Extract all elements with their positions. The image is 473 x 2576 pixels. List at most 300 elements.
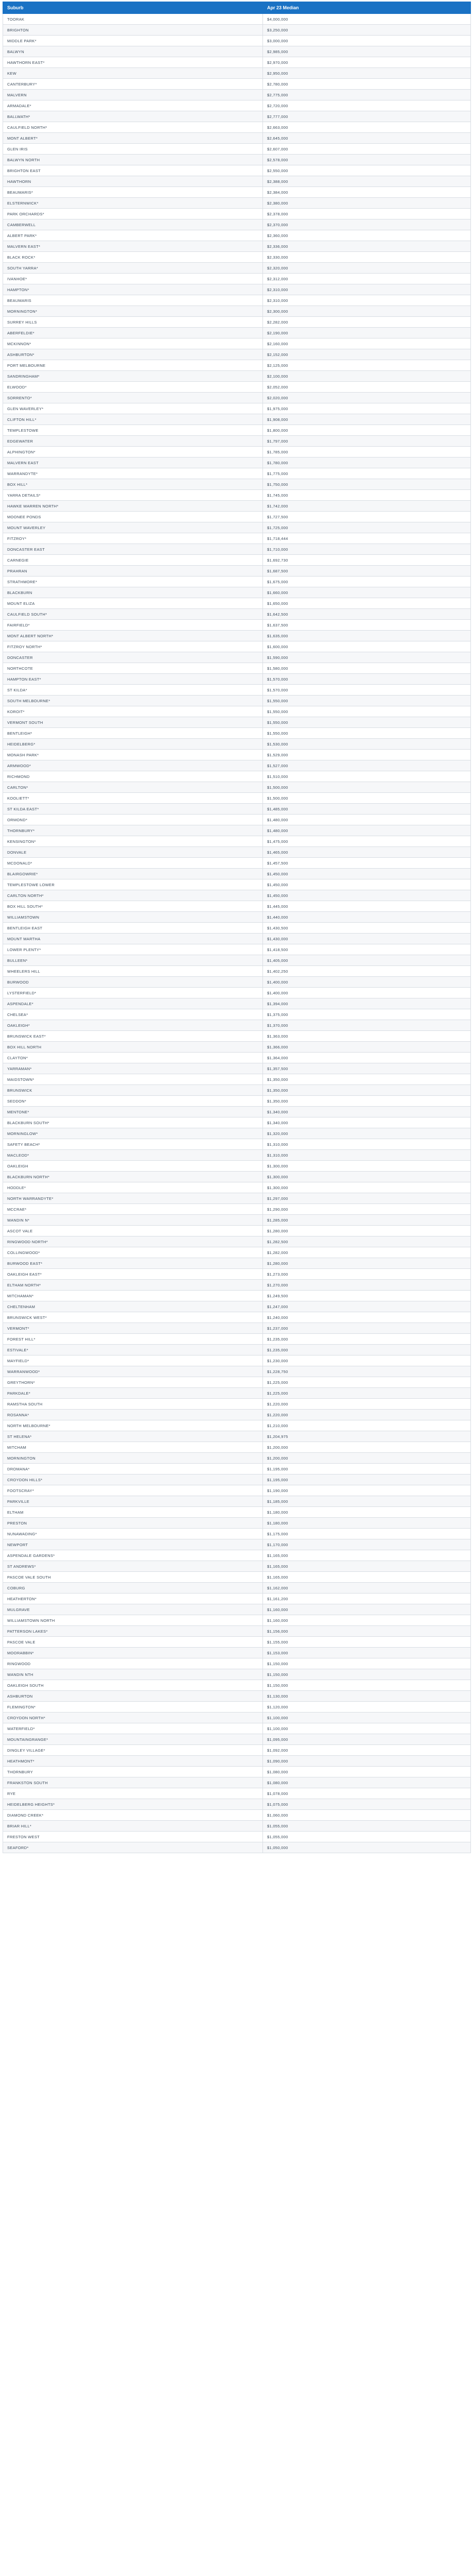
suburb-cell: IVANHOE*: [3, 274, 263, 284]
median-price-cell: $1,350,000: [263, 1074, 471, 1085]
table-row: [3, 1756, 471, 1767]
suburb-cell: BURWOOD EAST*: [3, 1258, 263, 1269]
suburb-cell: ARMWOOD*: [3, 760, 263, 771]
suburb-cell: SANDRINGHAM*: [3, 371, 263, 382]
suburb-cell: MCKINNON*: [3, 338, 263, 349]
table-row: [3, 1366, 471, 1377]
median-price-cell: $2,310,000: [263, 284, 471, 295]
suburb-cell: ARMADALE*: [3, 100, 263, 111]
table-row: [3, 934, 471, 944]
table-row: [3, 144, 471, 155]
median-price-cell: $1,570,000: [263, 674, 471, 685]
suburb-cell: ST ANDREWS*: [3, 1561, 263, 1572]
suburb-cell: BRUNSWICK WEST*: [3, 1312, 263, 1323]
median-price-cell: $1,092,000: [263, 1745, 471, 1756]
median-price-cell: $1,550,000: [263, 706, 471, 717]
median-price-cell: $2,360,000: [263, 230, 471, 241]
table-row: [3, 1128, 471, 1139]
suburb-cell: THORNBURY*: [3, 825, 263, 836]
suburb-cell: SAFETY BEACH*: [3, 1139, 263, 1150]
table-row: [3, 804, 471, 815]
suburb-cell: CAULFIELD SOUTH*: [3, 609, 263, 620]
table-row: [3, 165, 471, 176]
suburb-cell: CLAYTON*: [3, 1053, 263, 1063]
median-price-cell: $1,364,000: [263, 1053, 471, 1063]
table-row: [3, 609, 471, 620]
median-price-cell: $1,745,000: [263, 490, 471, 501]
table-row: [3, 349, 471, 360]
table-row: [3, 1312, 471, 1323]
suburb-cell: MONT ALBERT*: [3, 133, 263, 144]
median-price-cell: $2,777,000: [263, 111, 471, 122]
table-row: [3, 1399, 471, 1410]
suburb-cell: LOWER PLENTY*: [3, 944, 263, 955]
median-price-cell: $1,290,000: [263, 1204, 471, 1215]
table-row: [3, 1842, 471, 1853]
median-price-cell: $1,280,000: [263, 1258, 471, 1269]
suburb-cell: KOROIT*: [3, 706, 263, 717]
table-row: [3, 1063, 471, 1074]
table-row: [3, 760, 471, 771]
suburb-cell: MIDDLE PARK*: [3, 36, 263, 46]
table-row: [3, 1680, 471, 1691]
median-price-cell: $2,320,000: [263, 263, 471, 274]
suburb-cell: MCDONALD*: [3, 858, 263, 869]
suburb-cell: PASCOE VALE SOUTH: [3, 1572, 263, 1583]
table-row: [3, 1323, 471, 1334]
suburb-cell: GLEN WAVERLEY*: [3, 403, 263, 414]
table-row: [3, 1096, 471, 1107]
table-row: [3, 1788, 471, 1799]
table-row: [3, 155, 471, 165]
median-price-cell: $2,100,000: [263, 371, 471, 382]
table-row: [3, 100, 471, 111]
table-row: [3, 1637, 471, 1648]
table-header: [3, 2, 471, 14]
suburb-cell: SURREY HILLS: [3, 317, 263, 328]
table-row: [3, 1821, 471, 1832]
suburb-cell: CROYDON HILLS*: [3, 1475, 263, 1485]
suburb-cell: CANTERBURY*: [3, 79, 263, 90]
suburb-cell: ELTHAM NORTH*: [3, 1280, 263, 1291]
suburb-cell: WHEELERS HILL: [3, 966, 263, 977]
table-row: [3, 977, 471, 988]
median-price-cell: $1,465,000: [263, 847, 471, 858]
table-row: [3, 1691, 471, 1702]
table-row: [3, 1583, 471, 1594]
suburb-cell: ASCOT VALE: [3, 1226, 263, 1236]
median-price-cell: $1,529,000: [263, 750, 471, 760]
suburb-cell: MOONEE PONDS: [3, 512, 263, 522]
table-row: [3, 241, 471, 252]
suburb-cell: RINGWOOD NORTH*: [3, 1236, 263, 1247]
suburb-cell: OAKLEIGH*: [3, 1020, 263, 1031]
median-price-cell: $1,675,000: [263, 577, 471, 587]
table-row: [3, 1150, 471, 1161]
suburb-cell: KEW: [3, 68, 263, 79]
table-row: [3, 1172, 471, 1182]
suburb-cell: COLLINGWOOD*: [3, 1247, 263, 1258]
suburb-cell: DONCASTER: [3, 652, 263, 663]
median-price-cell: $1,078,000: [263, 1788, 471, 1799]
table-row: [3, 1236, 471, 1247]
suburb-cell: OAKLEIGH: [3, 1161, 263, 1172]
suburb-cell: OAKLEIGH EAST*: [3, 1269, 263, 1280]
suburb-cell: MITCHAM: [3, 1442, 263, 1453]
table-row: [3, 1572, 471, 1583]
median-price-cell: $1,150,000: [263, 1669, 471, 1680]
median-price-cell: $2,312,000: [263, 274, 471, 284]
column-header-median: Apr 23 Median: [263, 2, 471, 14]
median-price-cell: $1,273,000: [263, 1269, 471, 1280]
suburb-cell: FRESTON WEST: [3, 1832, 263, 1842]
median-price-cell: $1,320,000: [263, 1128, 471, 1139]
suburb-cell: BEAUMARIS: [3, 295, 263, 306]
median-price-cell: $1,550,000: [263, 717, 471, 728]
median-price-cell: $1,162,000: [263, 1583, 471, 1594]
suburb-cell: ELTHAM: [3, 1507, 263, 1518]
table-row: [3, 1193, 471, 1204]
table-row: [3, 1031, 471, 1042]
suburb-cell: ORMOND*: [3, 815, 263, 825]
table-row: [3, 793, 471, 804]
table-row: [3, 176, 471, 187]
suburb-cell: VERMONT SOUTH: [3, 717, 263, 728]
suburb-cell: BENTLEIGH*: [3, 728, 263, 739]
median-price-cell: $1,150,000: [263, 1680, 471, 1691]
median-price-cell: $1,430,500: [263, 923, 471, 934]
table-row: [3, 187, 471, 198]
median-price-cell: $1,165,000: [263, 1550, 471, 1561]
median-price-cell: $1,175,000: [263, 1529, 471, 1539]
median-price-table: [3, 2, 471, 1853]
median-price-cell: $1,228,750: [263, 1366, 471, 1377]
suburb-cell: KENSINGTON*: [3, 836, 263, 847]
table-row: [3, 652, 471, 663]
suburb-cell: RYE: [3, 1788, 263, 1799]
median-price-cell: $1,710,000: [263, 544, 471, 555]
median-price-cell: $1,050,000: [263, 1842, 471, 1853]
median-price-cell: $1,500,000: [263, 782, 471, 793]
median-price-cell: $1,075,000: [263, 1799, 471, 1810]
suburb-cell: CLIFTON HILL*: [3, 414, 263, 425]
median-price-cell: $2,578,000: [263, 155, 471, 165]
median-price-cell: $1,210,000: [263, 1420, 471, 1431]
suburb-cell: NUNAWADING*: [3, 1529, 263, 1539]
table-row: [3, 566, 471, 577]
suburb-cell: ALPHINGTON*: [3, 447, 263, 457]
suburb-cell: ABERFELDIE*: [3, 328, 263, 338]
suburb-cell: MALVERN EAST: [3, 457, 263, 468]
median-price-cell: $1,394,000: [263, 998, 471, 1009]
suburb-cell: DONVALE: [3, 847, 263, 858]
suburb-cell: MOUNT ELIZA: [3, 598, 263, 609]
median-price-cell: $1,590,000: [263, 652, 471, 663]
median-price-cell: $1,220,000: [263, 1410, 471, 1420]
median-price-cell: $1,150,000: [263, 1658, 471, 1669]
suburb-cell: MCCRAE*: [3, 1204, 263, 1215]
table-row: [3, 955, 471, 966]
table-row: [3, 663, 471, 674]
median-price-cell: $1,570,000: [263, 685, 471, 696]
table-row: [3, 533, 471, 544]
suburb-cell: HAWTHORN EAST*: [3, 57, 263, 68]
table-row: [3, 1301, 471, 1312]
suburb-cell: LYSTERFIELD*: [3, 988, 263, 998]
suburb-cell: BRIGHTON EAST: [3, 165, 263, 176]
table-row: [3, 587, 471, 598]
table-row: [3, 1485, 471, 1496]
suburb-cell: BOX HILL NORTH: [3, 1042, 263, 1053]
suburb-cell: DONCASTER EAST: [3, 544, 263, 555]
table-row: [3, 825, 471, 836]
table-row: [3, 522, 471, 533]
suburb-cell: CAULFIELD NORTH*: [3, 122, 263, 133]
suburb-cell: WANDIN NTH: [3, 1669, 263, 1680]
table-row: [3, 1355, 471, 1366]
median-price-cell: $1,160,000: [263, 1604, 471, 1615]
median-price-cell: $2,720,000: [263, 100, 471, 111]
median-price-cell: $1,180,000: [263, 1507, 471, 1518]
table-row: [3, 771, 471, 782]
median-price-cell: $1,160,000: [263, 1615, 471, 1626]
median-price-cell: $1,445,000: [263, 901, 471, 912]
median-price-cell: $2,388,000: [263, 176, 471, 187]
suburb-cell: DIAMOND CREEK*: [3, 1810, 263, 1821]
suburb-cell: MITCHAMAN*: [3, 1291, 263, 1301]
median-price-cell: $1,120,000: [263, 1702, 471, 1713]
suburb-cell: ROSANNA*: [3, 1410, 263, 1420]
suburb-cell: BENTLEIGH EAST: [3, 923, 263, 934]
suburb-cell: BLACKBURN NORTH*: [3, 1172, 263, 1182]
median-price-cell: $1,282,500: [263, 1236, 471, 1247]
table-row: [3, 317, 471, 328]
table-row: [3, 46, 471, 57]
table-row: [3, 598, 471, 609]
table-row: [3, 631, 471, 641]
table-row: [3, 252, 471, 263]
median-price-cell: $1,240,000: [263, 1312, 471, 1323]
suburb-cell: BOX HILL*: [3, 479, 263, 490]
header-row: [3, 2, 471, 14]
table-row: [3, 869, 471, 879]
suburb-cell: WARRANDYTE*: [3, 468, 263, 479]
suburb-cell: FOREST HILL*: [3, 1334, 263, 1345]
suburb-cell: PRESTON: [3, 1518, 263, 1529]
suburb-cell: BRIGHTON: [3, 25, 263, 36]
suburb-cell: BRIAR HILL*: [3, 1821, 263, 1832]
median-price-cell: $1,220,000: [263, 1399, 471, 1410]
median-price-cell: $2,380,000: [263, 198, 471, 209]
suburb-cell: CARLTON*: [3, 782, 263, 793]
median-price-cell: $1,300,000: [263, 1172, 471, 1182]
suburb-cell: PORT MELBOURNE: [3, 360, 263, 371]
table-row: [3, 1139, 471, 1150]
suburb-cell: PARKDALE*: [3, 1388, 263, 1399]
suburb-cell: CROYDON NORTH*: [3, 1713, 263, 1723]
table-row: [3, 1648, 471, 1658]
table-row: [3, 1420, 471, 1431]
table-row: [3, 901, 471, 912]
median-price-cell: $1,200,000: [263, 1442, 471, 1453]
table-row: [3, 1074, 471, 1085]
table-row: [3, 944, 471, 955]
table-row: [3, 1767, 471, 1777]
suburb-cell: BEAUMARIS*: [3, 187, 263, 198]
table-row: [3, 393, 471, 403]
suburb-cell: PARKVILLE: [3, 1496, 263, 1507]
table-row: [3, 544, 471, 555]
table-row: [3, 1117, 471, 1128]
median-price-cell: $1,235,000: [263, 1345, 471, 1355]
table-row: [3, 111, 471, 122]
median-price-cell: $1,060,000: [263, 1810, 471, 1821]
suburb-cell: CHELTENHAM: [3, 1301, 263, 1312]
suburb-cell: BOX HILL SOUTH*: [3, 901, 263, 912]
table-row: [3, 1204, 471, 1215]
suburb-cell: MORNINGTON: [3, 1453, 263, 1464]
table-row: [3, 1291, 471, 1301]
suburb-cell: YARRA DETAILS*: [3, 490, 263, 501]
table-row: [3, 555, 471, 566]
table-row: [3, 198, 471, 209]
median-price-cell: $1,370,000: [263, 1020, 471, 1031]
suburb-cell: HODDLE*: [3, 1182, 263, 1193]
table-row: [3, 1777, 471, 1788]
table-row: [3, 1020, 471, 1031]
suburb-cell: HAMPTON*: [3, 284, 263, 295]
median-price-cell: $2,300,000: [263, 306, 471, 317]
median-price-cell: $2,282,000: [263, 317, 471, 328]
suburb-cell: VERMONT*: [3, 1323, 263, 1334]
table-row: [3, 306, 471, 317]
suburb-cell: FLEMINGTON*: [3, 1702, 263, 1713]
suburb-cell: NORTHCOTE: [3, 663, 263, 674]
table-row: [3, 90, 471, 100]
suburb-cell: HEIDELBERG HEIGHTS*: [3, 1799, 263, 1810]
suburb-cell: YARRAMAN*: [3, 1063, 263, 1074]
median-price-cell: $1,100,000: [263, 1723, 471, 1734]
suburb-cell: MONT ALBERT NORTH*: [3, 631, 263, 641]
median-price-cell: $1,457,500: [263, 858, 471, 869]
table-row: [3, 717, 471, 728]
table-row: [3, 858, 471, 869]
table-row: [3, 68, 471, 79]
suburb-cell: FITZROY*: [3, 533, 263, 544]
suburb-cell: HEATHERTON*: [3, 1594, 263, 1604]
suburb-cell: ESTIVALE*: [3, 1345, 263, 1355]
median-price-cell: $1,300,000: [263, 1182, 471, 1193]
median-price-cell: $1,785,000: [263, 447, 471, 457]
suburb-cell: MOUNTAINGRANGE*: [3, 1734, 263, 1745]
table-row: [3, 382, 471, 393]
median-price-cell: $1,430,000: [263, 934, 471, 944]
table-row: [3, 1161, 471, 1172]
table-row: [3, 25, 471, 36]
median-price-cell: $1,357,500: [263, 1063, 471, 1074]
median-price-cell: $1,185,000: [263, 1496, 471, 1507]
suburb-cell: ASHBURTON: [3, 1691, 263, 1702]
median-price-cell: $1,375,000: [263, 1009, 471, 1020]
table-row: [3, 1410, 471, 1420]
suburb-cell: HAMPTON EAST*: [3, 674, 263, 685]
median-price-cell: $1,687,500: [263, 566, 471, 577]
median-price-cell: $1,775,000: [263, 468, 471, 479]
median-price-cell: $1,440,000: [263, 912, 471, 923]
median-price-cell: $1,280,000: [263, 1226, 471, 1236]
table-row: [3, 1085, 471, 1096]
median-price-cell: $1,165,000: [263, 1561, 471, 1572]
median-price-cell: $1,285,000: [263, 1215, 471, 1226]
median-price-cell: $2,607,000: [263, 144, 471, 155]
median-price-cell: $1,195,000: [263, 1475, 471, 1485]
suburb-cell: MONASH PARK*: [3, 750, 263, 760]
table-row: [3, 403, 471, 414]
table-row: [3, 436, 471, 447]
median-price-cell: $1,350,000: [263, 1096, 471, 1107]
table-row: [3, 490, 471, 501]
suburb-cell: BLAIRGOWRIE*: [3, 869, 263, 879]
median-price-cell: $1,340,000: [263, 1117, 471, 1128]
suburb-cell: MACLEOD*: [3, 1150, 263, 1161]
table-row: [3, 728, 471, 739]
table-row: [3, 1496, 471, 1507]
median-price-cell: $1,975,000: [263, 403, 471, 414]
table-row: [3, 879, 471, 890]
table-row: [3, 1550, 471, 1561]
median-price-cell: $1,418,500: [263, 944, 471, 955]
suburb-cell: CARNEGIE: [3, 555, 263, 566]
median-price-cell: $1,249,500: [263, 1291, 471, 1301]
median-price-cell: $2,190,000: [263, 328, 471, 338]
median-price-cell: $1,780,000: [263, 457, 471, 468]
median-price-cell: $2,384,000: [263, 187, 471, 198]
median-price-cell: $2,330,000: [263, 252, 471, 263]
suburb-cell: HEATHMONT*: [3, 1756, 263, 1767]
suburb-cell: MOUNT WAVERLEY: [3, 522, 263, 533]
suburb-cell: RICHMOND: [3, 771, 263, 782]
suburb-cell: THORNBURY: [3, 1767, 263, 1777]
median-price-cell: $1,190,000: [263, 1485, 471, 1496]
median-price-cell: $1,165,000: [263, 1572, 471, 1583]
median-price-cell: $1,718,444: [263, 533, 471, 544]
suburb-cell: WANDIN N*: [3, 1215, 263, 1226]
table-row: [3, 1745, 471, 1756]
median-price-cell: $1,405,000: [263, 955, 471, 966]
median-price-cell: $1,204,975: [263, 1431, 471, 1442]
table-row: [3, 1226, 471, 1236]
suburb-cell: MORNINGTON*: [3, 306, 263, 317]
table-row: [3, 1713, 471, 1723]
suburb-cell: ASPENDALE*: [3, 998, 263, 1009]
table-row: [3, 1702, 471, 1713]
median-price-cell: $1,130,000: [263, 1691, 471, 1702]
median-price-cell: $1,225,000: [263, 1377, 471, 1388]
suburb-cell: CAMBERWELL: [3, 219, 263, 230]
suburb-cell: MALVERN: [3, 90, 263, 100]
table-row: [3, 447, 471, 457]
median-price-cell: $1,797,000: [263, 436, 471, 447]
table-row: [3, 1442, 471, 1453]
table-row: [3, 1215, 471, 1226]
median-price-cell: $1,230,000: [263, 1355, 471, 1366]
suburb-cell: OAKLEIGH SOUTH: [3, 1680, 263, 1691]
median-price-cell: $1,642,500: [263, 609, 471, 620]
median-price-cell: $1,500,000: [263, 793, 471, 804]
median-price-cell: $1,530,000: [263, 739, 471, 750]
suburb-cell: SEAFORD*: [3, 1842, 263, 1853]
suburb-cell: BLACKBURN SOUTH*: [3, 1117, 263, 1128]
